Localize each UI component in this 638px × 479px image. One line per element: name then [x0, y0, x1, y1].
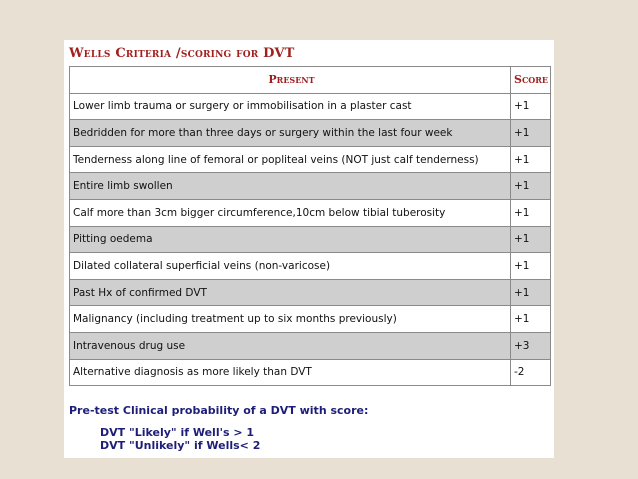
table-row [70, 306, 551, 333]
score-cell: -2 [511, 359, 551, 386]
score-cell: +1 [511, 226, 551, 253]
criterion-cell: Dilated collateral superficial veins (non-varicose) [70, 253, 511, 280]
header-score: Score [511, 67, 551, 94]
table-row [70, 226, 551, 253]
score-cell: +1 [511, 173, 551, 200]
table-row [70, 199, 551, 226]
table-row [70, 332, 551, 359]
table-row [70, 173, 551, 200]
table-row [70, 253, 551, 280]
header-present: Present [70, 67, 511, 94]
criterion-cell: Lower limb trauma or surgery or immobilisation in a plaster cast [70, 93, 511, 120]
criterion-cell: Alternative diagnosis as more likely than DVT [70, 359, 511, 386]
criterion-cell: Past Hx of confirmed DVT [70, 279, 511, 306]
criterion-cell: Pitting oedema [70, 226, 511, 253]
score-cell: +1 [511, 199, 551, 226]
criterion-cell: Calf more than 3cm bigger circumference,10cm below tibial tuberosity [70, 199, 511, 226]
criterion-cell: Tenderness along line of femoral or popliteal veins (NOT just calf tenderness) [70, 146, 511, 173]
page-title: Wells Criteria /scoring for DVT [69, 46, 295, 61]
score-cell: +1 [511, 306, 551, 333]
note-unlikely: DVT "Unlikely" if Wells< 2 [100, 439, 261, 452]
note-heading: Pre-test Clinical probability of a DVT with score: [69, 404, 369, 417]
probability-note [69, 404, 368, 452]
content-panel [64, 40, 554, 458]
table-row [70, 120, 551, 147]
score-cell: +1 [511, 279, 551, 306]
table-header-row [70, 67, 551, 94]
note-likely: DVT "Likely" if Well's > 1 [100, 426, 255, 439]
criterion-cell: Malignancy (including treatment up to six months previously) [70, 306, 511, 333]
score-cell: +1 [511, 146, 551, 173]
score-cell: +1 [511, 120, 551, 147]
score-cell: +1 [511, 253, 551, 280]
criterion-cell: Entire limb swollen [70, 173, 511, 200]
table-row [70, 93, 551, 120]
criterion-cell: Bedridden for more than three days or surgery within the last four week [70, 120, 511, 147]
table-row [70, 279, 551, 306]
score-cell: +3 [511, 332, 551, 359]
wells-criteria-table [69, 66, 551, 386]
table-row [70, 359, 551, 386]
score-cell: +1 [511, 93, 551, 120]
table-row [70, 146, 551, 173]
criterion-cell: Intravenous drug use [70, 332, 511, 359]
